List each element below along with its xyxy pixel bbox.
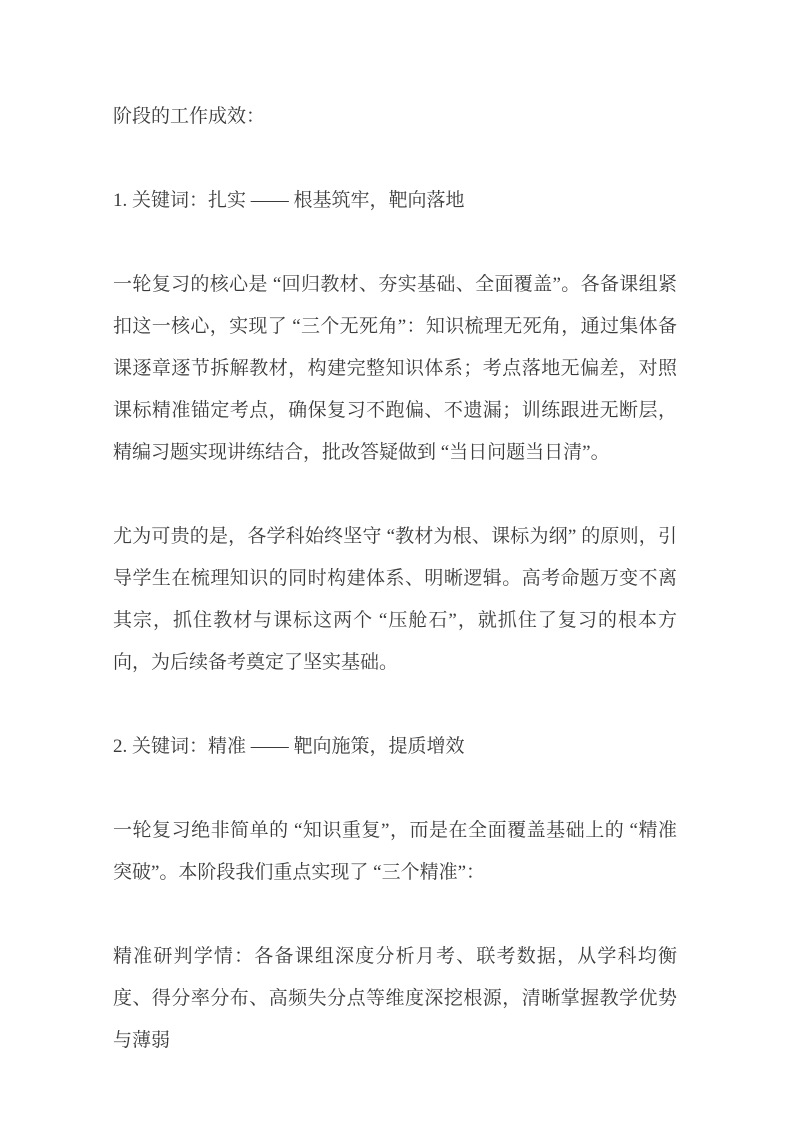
section-2 <box>113 726 677 1062</box>
section-1 <box>113 180 677 684</box>
section-2-paragraph-1: 一轮复习绝非简单的 “知识重复”，而是在全面覆盖基础上的 “精准突破”。本阶段我们重点实现了 “三个精准”： <box>113 820 677 883</box>
section-2-heading: 2. 关键词：精准 —— 靶向施策，提质增效 <box>113 736 465 757</box>
intro-line: 阶段的工作成效： <box>113 106 266 127</box>
section-1-heading: 1. 关键词：扎实 —— 根基筑牢，靶向落地 <box>113 190 465 211</box>
section-1-paragraph-2: 尤为可贵的是，各学科始终坚守 “教材为根、课标为纲” 的原则，引导学生在梳理知识的同时构建体系、明晰逻辑。高考命题万变不离其宗，抓住教材与课标这两个 “压舱石”，就抓住了复习的根本方向，为后续备考奠定了坚实基础。 <box>113 526 677 673</box>
section-1-paragraph-1: 一轮复习的核心是 “回归教材、夯实基础、全面覆盖”。各备课组紧扣这一核心，实现了 “三个无死角”：知识梳理无死角，通过集体备课逐章逐节拆解教材，构建完整知识体系；考点落地无偏差，对照课标精准锚定考点，确保复习不跑偏、不遗漏；训练跟进无断层，精编习题实现讲练结合，批改答疑做到 “当日问题当日清”。 <box>113 274 677 463</box>
section-2-paragraph-2: 精准研判学情：各备课组深度分析月考、联考数据，从学科均衡度、得分率分布、高频失分点等维度深挖根源，清晰掌握教学优势与薄弱 <box>113 946 677 1051</box>
